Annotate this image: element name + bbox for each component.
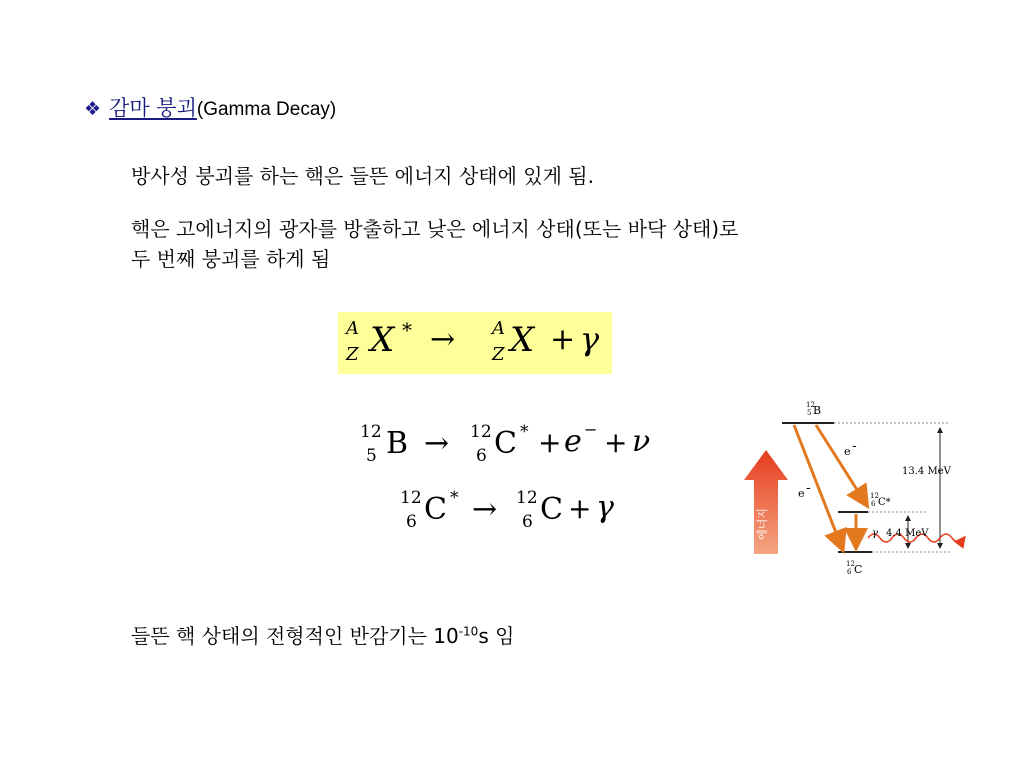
c-star-symbol: C xyxy=(494,426,517,461)
gamma-energy-label: 4.4 MeV xyxy=(886,528,929,539)
neutrino-symbol: ν xyxy=(632,424,651,459)
cstar-level-sym: C* xyxy=(878,497,891,508)
text-line-2b: 두 번째 붕괴를 하게 됨 xyxy=(131,247,331,271)
eq1-plus-1: + xyxy=(538,426,562,459)
eq-A-2: A xyxy=(492,318,505,339)
eq2-gamma: γ xyxy=(596,490,614,525)
c-level-sym: C xyxy=(854,563,863,576)
c-level-mass: 12 xyxy=(846,560,855,568)
energy-axis-label: 에너지 xyxy=(756,508,769,540)
eq-A-1: A xyxy=(346,318,359,339)
equation-gamma-decay xyxy=(398,488,638,538)
c-level-num: 6 xyxy=(847,568,852,576)
eq-star-1: * xyxy=(402,318,412,342)
cstar-level-mass: 12 xyxy=(870,492,879,500)
eq-gamma: γ xyxy=(580,320,600,358)
half-life-after: s 임 xyxy=(478,624,515,648)
diamond-bullet-icon: ❖ xyxy=(84,98,102,120)
half-life-before: 들뜬 핵 상태의 전형적인 반감기는 10 xyxy=(131,624,459,648)
title-english: (Gamma Decay) xyxy=(196,99,337,120)
eq1-plus-2: + xyxy=(604,426,628,459)
b-level-mass: 12 xyxy=(806,401,815,409)
text-line-2a: 핵은 고에너지의 광자를 방출하고 낮은 에너지 상태(또는 바닥 상태)로 xyxy=(131,217,739,241)
cstar-level-num: 6 xyxy=(871,500,876,508)
eq2-arrow: → xyxy=(472,492,498,527)
c-mass-number: 12 xyxy=(470,422,492,442)
text-line-1: 방사성 붕괴를 하는 핵은 들뜬 에너지 상태에 있게 됨. xyxy=(131,164,594,188)
eq-X-1: X xyxy=(370,320,395,360)
beta-decay-to-excited-arrow xyxy=(816,425,866,504)
half-life-exponent: -10 xyxy=(458,624,479,639)
eq2-plus: + xyxy=(568,492,592,525)
b-mass-number: 12 xyxy=(360,422,382,442)
title-korean: 감마 붕괴 xyxy=(109,96,197,120)
c-ground-mass-number: 12 xyxy=(516,488,538,508)
electron-label-1: e xyxy=(844,445,851,458)
c-ground-symbol: C xyxy=(540,492,563,527)
b-atomic-number: 5 xyxy=(366,446,377,466)
electron-charge-2: - xyxy=(806,481,811,496)
equation-beta-decay xyxy=(356,420,686,470)
energy-level-diagram xyxy=(738,398,978,584)
eq-Z-2: Z xyxy=(492,344,505,365)
electron-charge: − xyxy=(584,420,598,439)
cstar-atomic-number: 6 xyxy=(406,512,417,532)
cstar-star: * xyxy=(450,488,459,508)
electron-label-2: e xyxy=(798,487,805,500)
c-atomic-number: 6 xyxy=(476,446,487,466)
cstar-mass-number: 12 xyxy=(400,488,422,508)
electron-charge-1: - xyxy=(852,439,857,454)
general-equation-box xyxy=(338,312,612,374)
c-ground-atomic-number: 6 xyxy=(522,512,533,532)
c-star: * xyxy=(520,422,529,442)
electron-symbol: e xyxy=(564,424,582,459)
energy-diagram-svg xyxy=(738,398,978,584)
b-level-sym: B xyxy=(813,404,822,417)
b-level-num: 5 xyxy=(807,409,812,417)
gamma-symbol-label: γ xyxy=(872,528,878,539)
text-line-2 xyxy=(131,214,738,274)
half-life-text xyxy=(131,620,514,649)
b-symbol: B xyxy=(386,426,409,461)
eq-arrow-1: → xyxy=(430,322,456,357)
eq-Z-1: Z xyxy=(346,344,359,365)
cstar-symbol: C xyxy=(424,492,447,527)
eq1-arrow: → xyxy=(424,426,450,461)
eq-plus: + xyxy=(550,322,576,357)
eq-X-2: X xyxy=(510,320,535,360)
slide-title xyxy=(84,92,336,122)
energy-total-label: 13.4 MeV xyxy=(902,466,951,477)
